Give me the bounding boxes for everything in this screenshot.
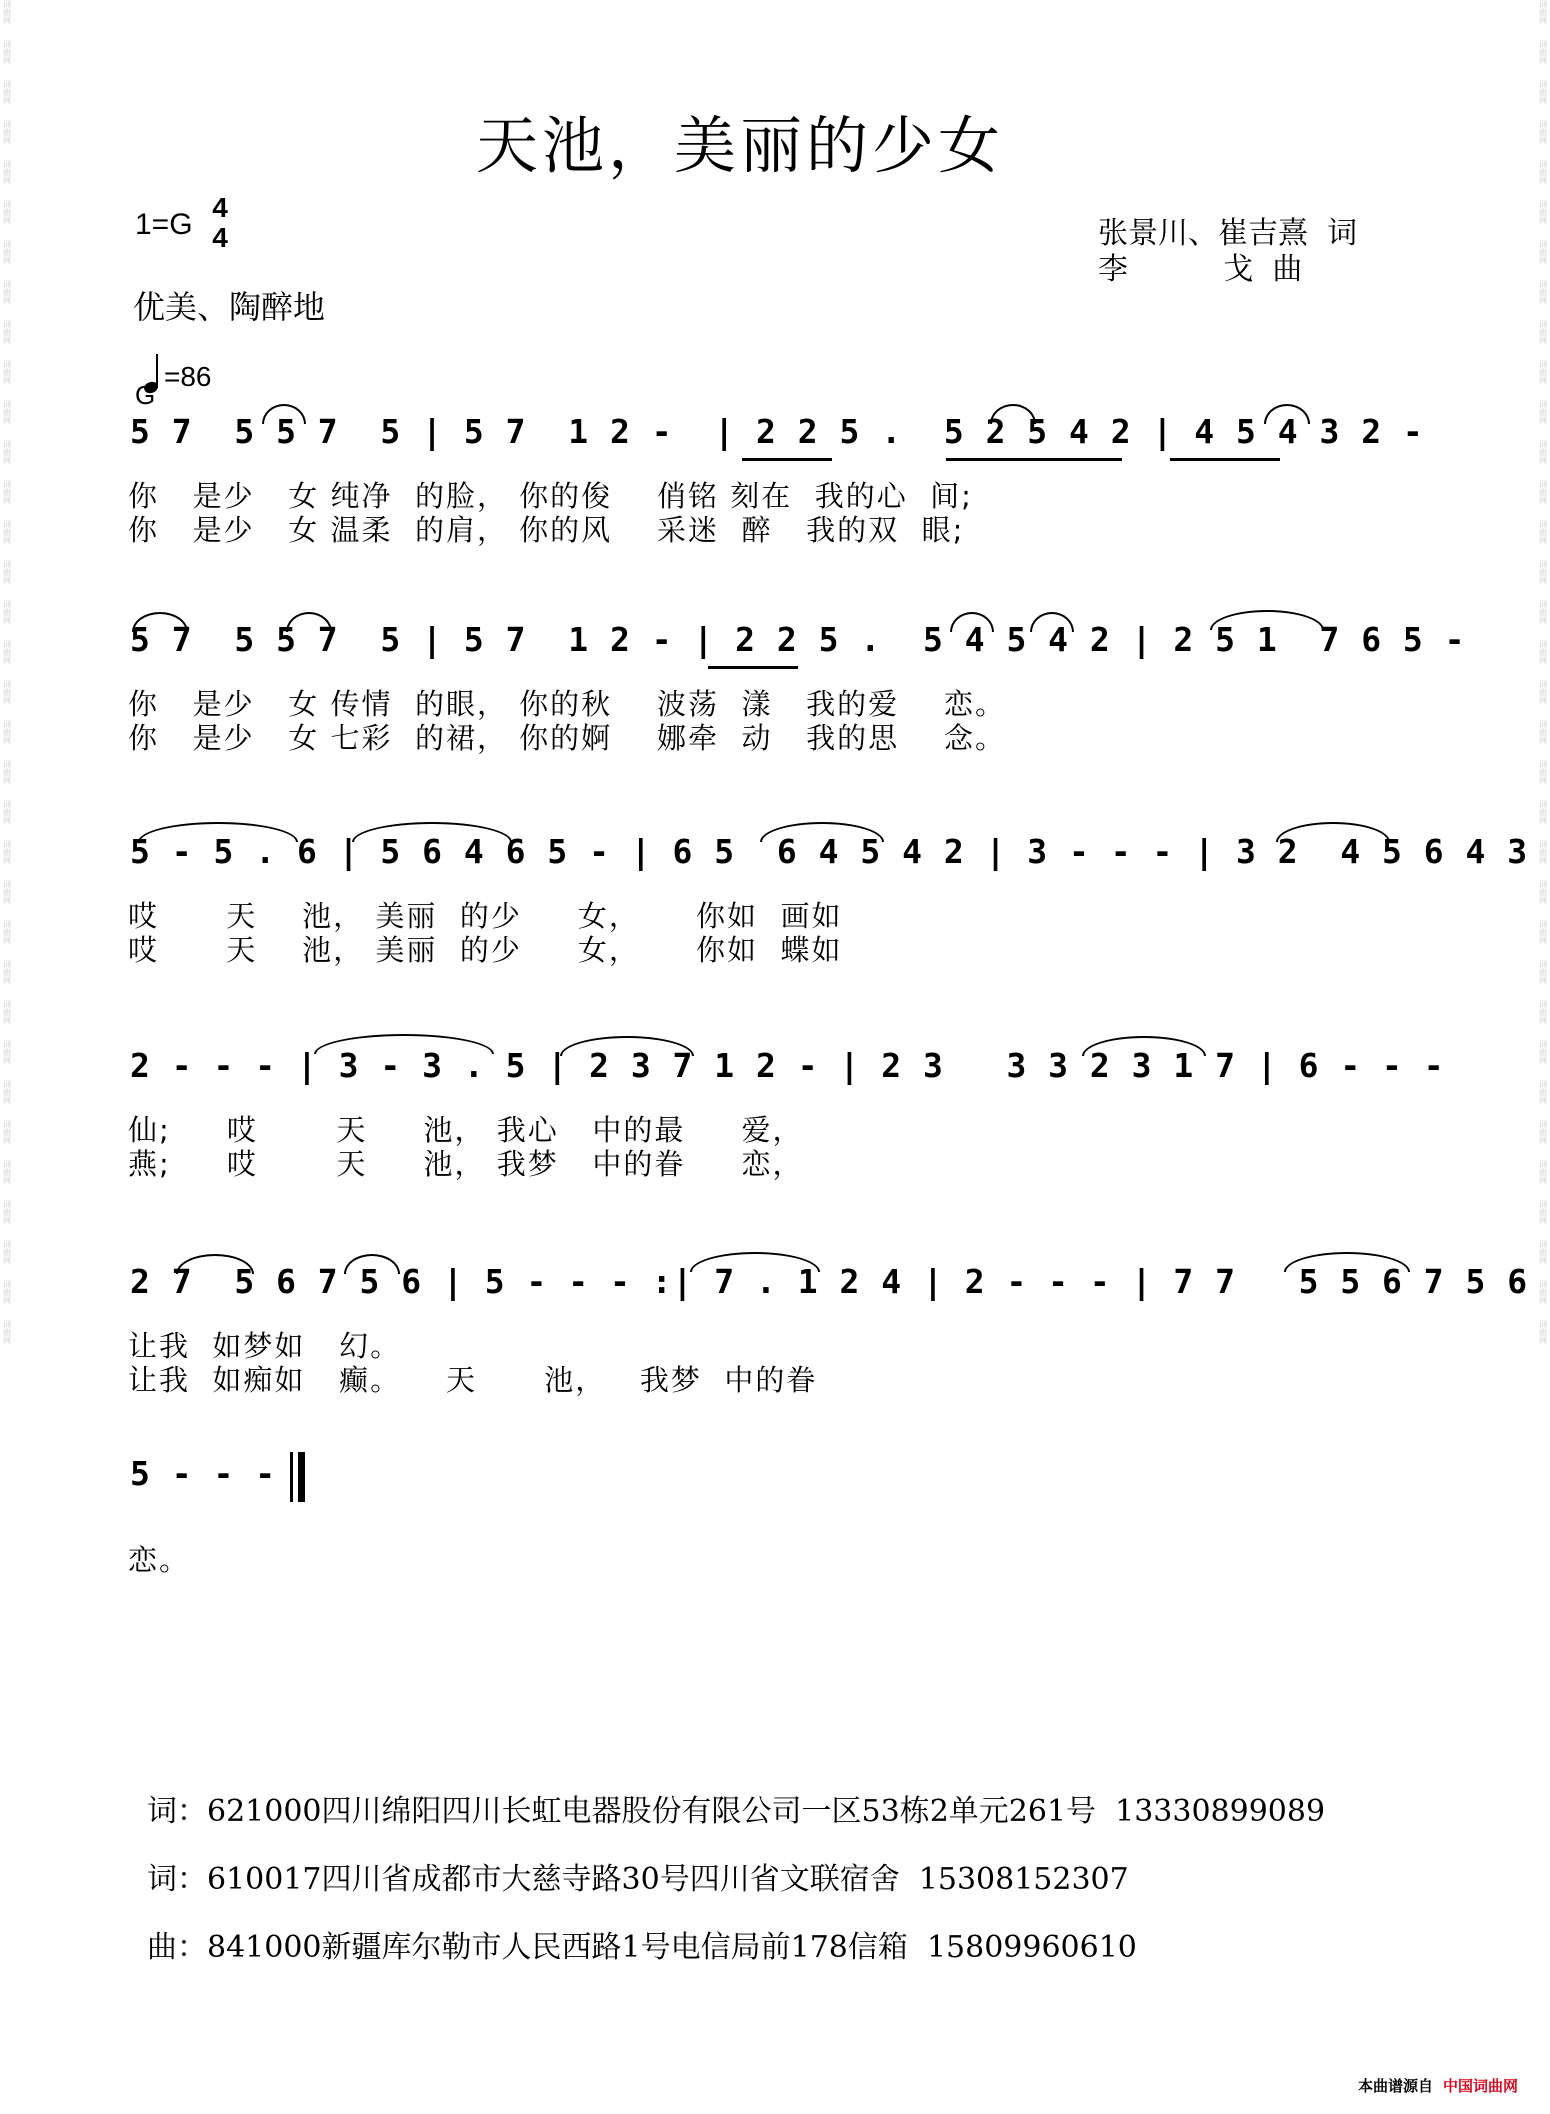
watermark-text: 词曲网 — [2, 280, 12, 304]
notes-text: 2 - - - | 3 - 3 . 5 | 2 3 7 1 2 - | 2 3 3 3 2 3 1 7 | 6 - - - — [130, 1046, 1445, 1085]
lyric-verse-2: 你 是少 女 七彩 的裙， 你的婀 娜牵 动 我的思 念。 — [128, 721, 1007, 755]
slur — [138, 822, 298, 842]
watermark-text: 词曲网 — [1538, 720, 1548, 744]
watermark-text: 词曲网 — [2, 560, 12, 584]
lyricist-1-address: 词：621000四川绵阳四川长虹电器股份有限公司一区53栋2单元261号 13330899089 — [147, 1794, 1326, 1829]
watermark-text: 词曲网 — [2, 440, 12, 464]
source-site-link[interactable]: 中国词曲网 — [1442, 2077, 1518, 2095]
slur — [1210, 610, 1324, 630]
watermark-text: 词曲网 — [2, 920, 12, 944]
source-label: 本曲谱源自 — [1357, 2077, 1433, 2095]
composer-credit: 李 戈 曲 — [1098, 252, 1303, 287]
watermark-text: 词曲网 — [1538, 360, 1548, 384]
lyric-verse-1: 让我 如梦如 幻。 — [128, 1329, 402, 1363]
notes-text: 5 - 5 . 6 | 5 6 4 6 5 - | 6 5 6 4 5 4 2 | 3 - - - | 3 2 4 5 6 4 3 — [130, 832, 1529, 871]
watermark-text: 词曲网 — [1538, 560, 1548, 584]
notes-text: 5 7 5 5 7 5 | 5 7 1 2 - | 2 2 5 . 5 2 5 4 2 | 4 5 4 3 2 - — [130, 412, 1424, 451]
meter-top: 4 — [212, 192, 228, 223]
watermark-text: 词曲网 — [1538, 1000, 1548, 1024]
slur — [1030, 612, 1074, 632]
lyric-verse-1: 仙; 哎 天 池， 我心 中的最 爱， — [128, 1113, 804, 1147]
lyric-verse-1: 哎 天 池， 美丽 的少 女， 你如 画如 — [128, 899, 843, 933]
watermark-text: 词曲网 — [1538, 800, 1548, 824]
credits — [1098, 216, 1357, 288]
slur — [950, 612, 994, 632]
slur — [352, 822, 512, 842]
watermark-text: 词曲网 — [2, 400, 12, 424]
lyric-verse-2: 让我 如痴如 癫。 天 池， 我梦 中的眷 — [128, 1363, 818, 1397]
lyricist-credit: 张景川、崔吉熹 词 — [1098, 216, 1358, 251]
composer-address: 曲：841000新疆库尔勒市人民西路1号电信局前178信箱 15809960610 — [147, 1930, 1137, 1965]
watermark-text: 词曲网 — [1538, 1080, 1548, 1104]
watermark-text: 词曲网 — [1538, 240, 1548, 264]
watermark-text: 词曲网 — [2, 240, 12, 264]
key-signature: 1=G — [135, 208, 193, 241]
contact-addresses — [147, 1778, 1325, 1982]
watermark-text: 词曲网 — [2, 1000, 12, 1024]
slur — [314, 1034, 494, 1054]
watermark-text: 词曲网 — [1538, 520, 1548, 544]
watermark-text: 词曲网 — [1538, 1320, 1548, 1344]
watermark-text: 词曲网 — [1538, 960, 1548, 984]
watermark-text: 词曲网 — [1538, 480, 1548, 504]
watermark-text: 词曲网 — [2, 1240, 12, 1264]
watermark-text: 词曲网 — [2, 960, 12, 984]
watermark-text: 词曲网 — [2, 1320, 12, 1344]
watermark-text: 词曲网 — [1538, 280, 1548, 304]
lyricist-2-address: 词：610017四川省成都市大慈寺路30号四川省文联宿舍 15308152307 — [147, 1862, 1129, 1897]
watermark-text: 词曲网 — [1538, 440, 1548, 464]
notes-text: 5 7 5 5 7 5 | 5 7 1 2 - | 2 2 5 . 5 4 5 4 2 | 2 5 1 7 6 5 - — [130, 620, 1466, 659]
watermark-text: 词曲网 — [2, 1160, 12, 1184]
watermark-text: 词曲网 — [2, 480, 12, 504]
meter-bottom: 4 — [212, 222, 228, 253]
watermark-text: 词曲网 — [1538, 680, 1548, 704]
beam — [708, 666, 798, 669]
watermark-text: 词曲网 — [2, 360, 12, 384]
lyric-verse-2: 你 是少 女 温柔 的肩， 你的风 采迷 醉 我的双 眼; — [128, 513, 965, 547]
watermark-text: 词曲网 — [1538, 1280, 1548, 1304]
tempo-value: =86 — [164, 361, 212, 392]
slur — [690, 1252, 820, 1272]
watermark-text: 词曲网 — [2, 160, 12, 184]
notes-text: 5 - - - — [130, 1454, 277, 1493]
watermark-text: 词曲网 — [2, 1280, 12, 1304]
watermark-text: 词曲网 — [2, 600, 12, 624]
slur — [990, 404, 1036, 424]
lyric-verse-2: 哎 天 池， 美丽 的少 女， 你如 蝶如 — [128, 933, 843, 967]
notes-text: 2 7 5 6 7 5 6 | 5 - - - :| 7 . 1 2 4 | 2 - - - | 7 7 5 5 6 7 5 6 — [130, 1262, 1529, 1301]
watermark-text: 词曲网 — [1538, 1240, 1548, 1264]
watermark-text: 词曲网 — [1538, 920, 1548, 944]
slur — [176, 1254, 254, 1274]
slur — [760, 822, 884, 842]
watermark-text: 词曲网 — [2, 720, 12, 744]
slur — [560, 1036, 694, 1056]
watermark-text: 词曲网 — [2, 40, 12, 64]
watermark-text: 词曲网 — [2, 760, 12, 784]
watermark-text: 词曲网 — [1538, 1040, 1548, 1064]
slur — [262, 404, 306, 424]
watermark-text: 词曲网 — [2, 1040, 12, 1064]
watermark-strip-left — [0, 0, 14, 2114]
slur — [286, 612, 332, 632]
watermark-text: 词曲网 — [1538, 840, 1548, 864]
watermark-text: 词曲网 — [1538, 600, 1548, 624]
watermark-text: 词曲网 — [2, 680, 12, 704]
slur — [344, 1254, 400, 1274]
watermark-text: 词曲网 — [2, 80, 12, 104]
watermark-text: 词曲网 — [1538, 200, 1548, 224]
watermark-text: 词曲网 — [1538, 320, 1548, 344]
watermark-text: 词曲网 — [1538, 160, 1548, 184]
beam — [946, 458, 1122, 461]
watermark-text: 词曲网 — [2, 120, 12, 144]
watermark-text: 词曲网 — [2, 840, 12, 864]
watermark-text: 词曲网 — [2, 0, 12, 24]
slur — [1284, 1252, 1410, 1272]
lyric-verse-1: 你 是少 女 传情 的眼， 你的秋 波荡 漾 我的爱 恋。 — [128, 687, 1007, 721]
watermark-text: 词曲网 — [2, 1080, 12, 1104]
expression-marking: 优美、陶醉地 — [133, 288, 326, 326]
watermark-strip-right — [1536, 0, 1550, 2114]
lyric-verse-2: 燕; 哎 天 池， 我梦 中的眷 恋， — [128, 1147, 804, 1181]
watermark-text: 词曲网 — [1538, 120, 1548, 144]
lyric-verse-1: 你 是少 女 纯净 的脸， 你的俊 俏铭 刻在 我的心 间; — [128, 479, 973, 513]
slur — [132, 612, 188, 632]
slur — [1276, 822, 1390, 842]
watermark-text: 词曲网 — [2, 640, 12, 664]
rehearsal-mark: G — [135, 380, 156, 410]
watermark-text: 词曲网 — [1538, 0, 1548, 24]
watermark-text: 词曲网 — [2, 880, 12, 904]
watermark-text: 词曲网 — [1538, 400, 1548, 424]
song-title: 天池，美丽的少女 — [475, 109, 1004, 182]
watermark-text: 词曲网 — [1538, 760, 1548, 784]
watermark-text: 词曲网 — [1538, 40, 1548, 64]
watermark-text: 词曲网 — [2, 200, 12, 224]
source-credit — [1358, 2075, 1518, 2096]
watermark-text: 词曲网 — [2, 1200, 12, 1224]
watermark-text: 词曲网 — [1538, 1120, 1548, 1144]
watermark-text: 词曲网 — [1538, 1200, 1548, 1224]
watermark-text: 词曲网 — [1538, 1160, 1548, 1184]
watermark-text: 词曲网 — [1538, 880, 1548, 904]
watermark-text: 词曲网 — [2, 1120, 12, 1144]
watermark-text: 词曲网 — [2, 800, 12, 824]
beam — [742, 458, 832, 461]
watermark-text: 词曲网 — [1538, 80, 1548, 104]
watermark-text: 词曲网 — [2, 520, 12, 544]
lyric-verse-1: 恋。 — [128, 1543, 191, 1577]
watermark-text: 词曲网 — [2, 320, 12, 344]
slur — [1082, 1036, 1206, 1056]
slur — [1264, 404, 1310, 424]
beam — [1170, 458, 1280, 461]
watermark-text: 词曲网 — [1538, 640, 1548, 664]
time-signature — [207, 193, 233, 253]
